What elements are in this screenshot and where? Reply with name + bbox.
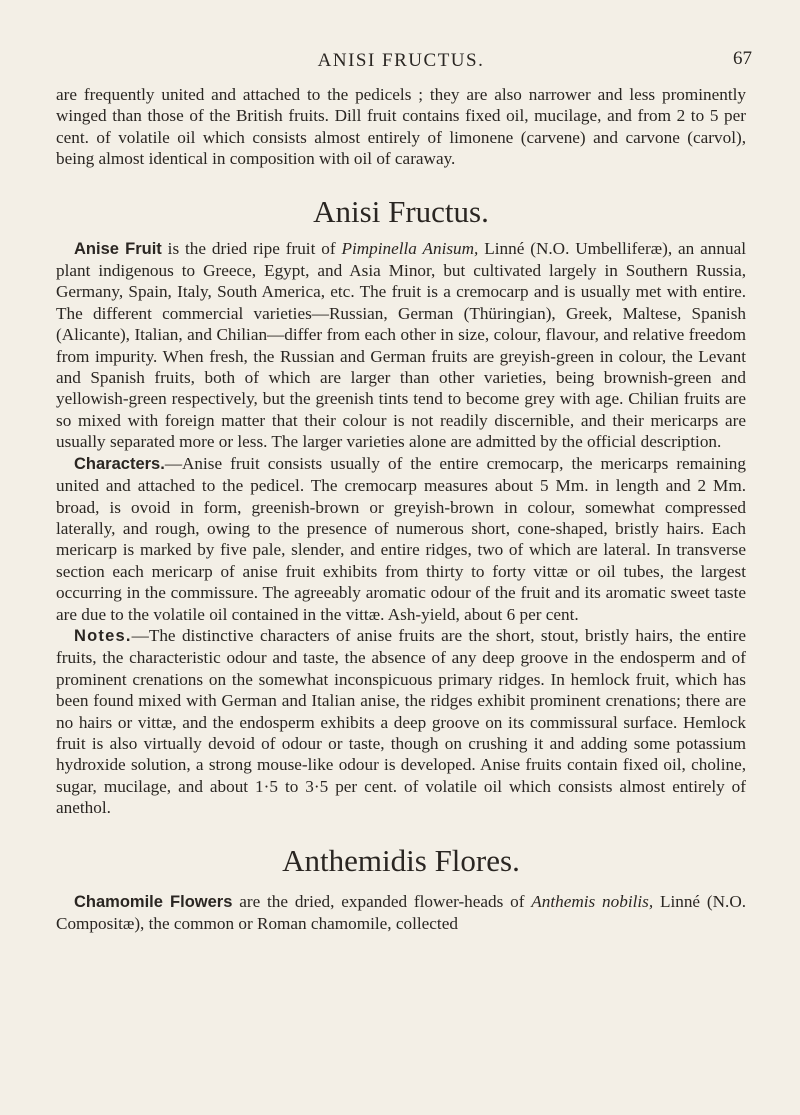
page-number: 67 [733, 48, 752, 69]
notes-text: —The distinctive characters of anise fruits are the short, stout, bristly hairs, the entire fruits, the characteristic odour and taste, the absence of any deep groove in the endosperm and of prominent crenations on the somewhat inconspicuous primary ridges. In hemlock fruit, which has been found mixed with German and Italian anise, the ridges exhibit prominent crenations; there are no hairs or vittæ, and the endosperm exhibits a deep groove on its commissural surface. Hemlock fruit is also virtually devoid of odour or taste, though on crushing it and adding some potassium hydroxide solution, a strong mouse-like odour is developed. Anise fruits contain fixed oil, choline, sugar, mucilage, and about 1·5 to 3·5 per cent. of volatile oil which consists almost entirely of anethol. [56, 625, 746, 818]
section-heading-anthemidis: Anthemidis Flores. [282, 842, 520, 878]
running-title: ANISI FRUCTUS. [317, 50, 485, 71]
running-head [56, 42, 752, 71]
anisi-intro-text: Linné (N.O. Umbelliferæ), an annual plant indigenous to Greece, Egypt, and Asia Minor, but cultivated largely in Southern Russia, Germany, Spain, Italy, South America, etc. The fruit is a cremocarp and is usually met with entire. The different commercial varieties—Russian, German (Thüringian), Greek, Maltese, Spanish (Alicante), Italian, and Chilian—differ from each other in size, colour, flavour, and relative freedom from impurity. When fresh, the Russian and German fruits are greyish-green in colour, the Levant and Spanish fruits, both of which are larger than other varieties, being brownish-green and yellowish-green respectively, but the greenish tints tend to become grey with age. Chilian fruits are so mixed with foreign matter that their colour is not readily discernible, and their mericarps are usually separated more or less. The larger varieties alone are admitted by the official description. [56, 238, 746, 452]
species-name: Pimpinella Anisum, [341, 238, 479, 258]
term-characters: Characters. [74, 454, 165, 473]
term-anise-fruit: Anise Fruit [74, 239, 162, 258]
section-heading-anisi: Anisi Fructus. [313, 193, 489, 229]
term-chamomile-flowers: Chamomile Flowers [74, 892, 233, 911]
term-notes: Notes. [74, 626, 132, 645]
notes-paragraph [56, 625, 746, 819]
continuation-paragraph: are frequently united and attached to the pedicels ; they are also narrower and less prominently winged than those of the British fruits. Dill fruit contains fixed oil, mucilage, and from 2 to 5 per cent. of volatile oil which consists almost entirely of limonene (carvene) and carvone (carvol), being almost identical in composition with oil of caraway. [56, 85, 746, 169]
characters-text: —Anise fruit consists usually of the entire cremocarp, the mericarps remaining united and attached to the pedicel. The cremocarp measures about 5 Mm. in length and 2 Mm. broad, is ovoid in form, greenish-brown or greyish-brown in colour, somewhat compressed laterally, and rough, owing to the presence of numerous short, cone-shaped, bristly hairs. Each mericarp is marked by five pale, slender, and entire ridges, two of which are lateral. In transverse section each mericarp of anise fruit exhibits from thirty to forty vittæ or oil tubes, the largest occurring in the commissure. The agreeably aromatic odour of the fruit and its aromatic sweet taste are due to the volatile oil contained in the vittæ. Ash-yield, about 6 per cent. [56, 453, 746, 624]
anisi-intro-pre: is the dried ripe fruit of [161, 238, 342, 258]
anisi-intro-paragraph [56, 238, 746, 453]
species-name: Anthemis nobilis, [531, 891, 654, 911]
characters-paragraph [56, 453, 746, 625]
anthemidis-intro-paragraph [56, 891, 746, 935]
anthemidis-intro-pre: are the dried, expanded flower-heads of [232, 891, 532, 911]
anthemidis-intro-text: Linné (N.O. Compositæ), the common or Roman chamomile, collected [56, 891, 747, 933]
